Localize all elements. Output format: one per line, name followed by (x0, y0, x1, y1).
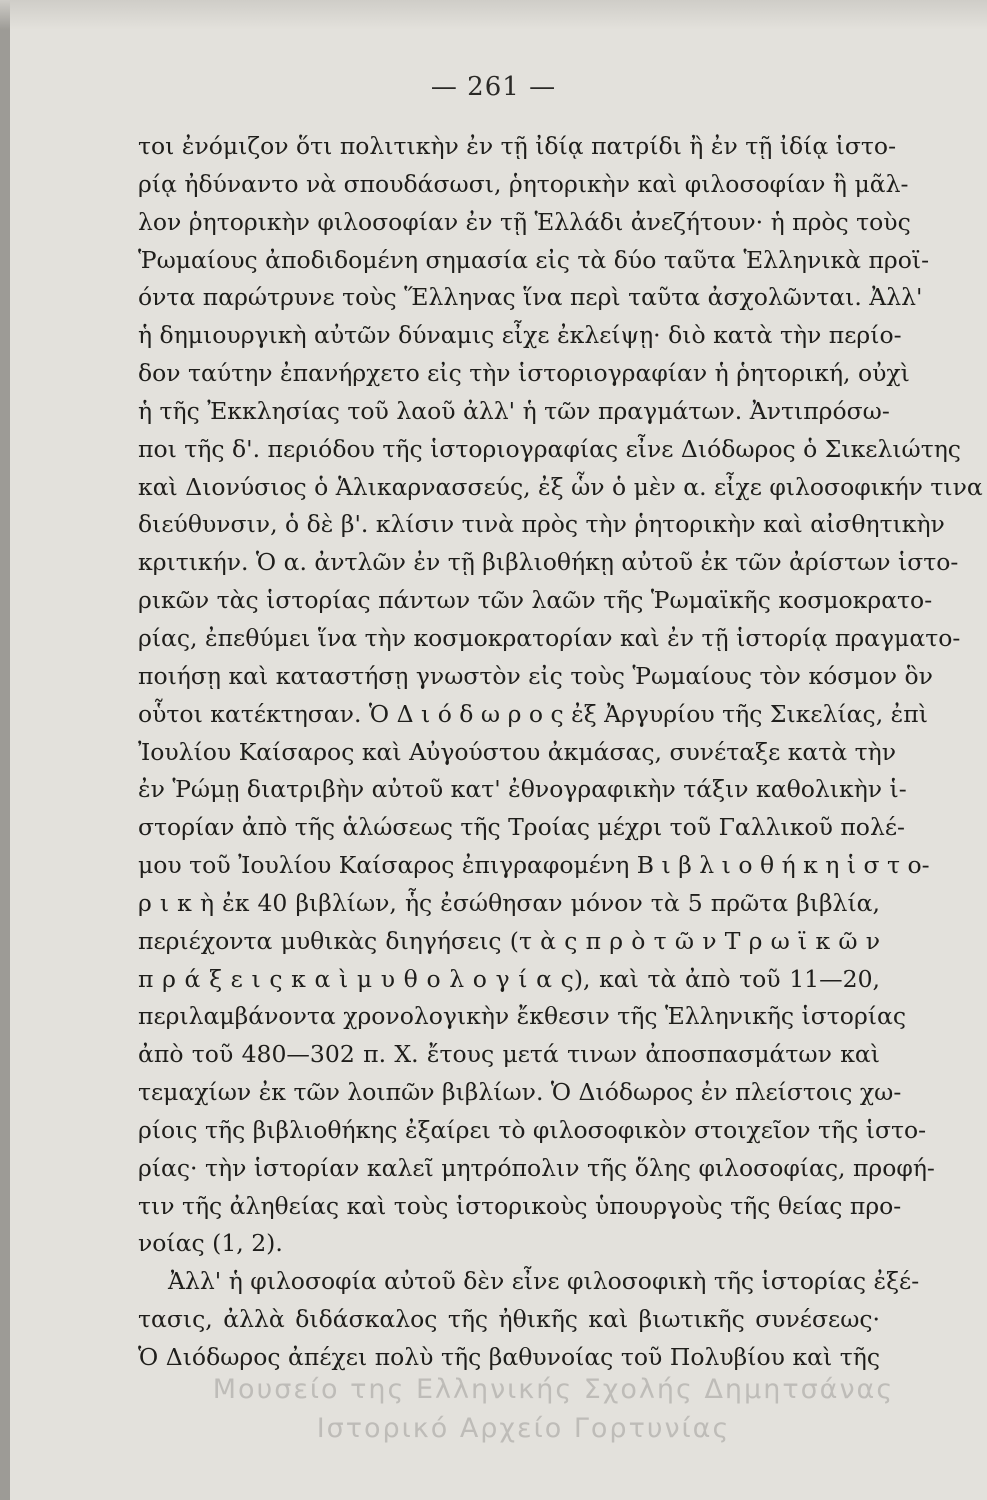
text-line: ἡ δημιουργικὴ αὐτῶν δύναμις εἶχε ἐκλείψῃ· διὸ κατὰ τὴν περίο- (138, 321, 902, 350)
text-line: περιλαμβάνοντα χρονολογικὴν ἔκθεσιν τῆς Ἑλληνικῆς ἱστορίας (138, 1002, 907, 1031)
text-line: ρ ι κ ὴ ἐκ 40 βιβλίων, ἧς ἐσώθησαν μόνον τὰ 5 πρῶτα βιβλία, (138, 888, 880, 917)
text-line: στορίαν ἀπὸ τῆς ἁλώσεως τῆς Τροίας μέχρι τοῦ Γαλλικοῦ πολέ- (138, 813, 905, 842)
text-line: Ἰουλίου Καίσαρος καὶ Αὐγούστου ἀκμάσας, συνέταξε κατὰ τὴν (138, 737, 896, 766)
text-line: τοι ἐνόμιζον ὅτι πολιτικὴν ἐν τῇ ἰδίᾳ πατρίδι ἢ ἐν τῇ ἰδίᾳ ἱστο- (138, 132, 897, 160)
text-line: ποι τῆς δ'. περιόδου τῆς ἱστοριογραφίας εἶνε Διόδωρος ὁ Σικελιώτης (138, 434, 961, 463)
text-line: οὗτοι κατέκτησαν. Ὁ Δ ι ό δ ω ρ ο ς ἐξ Ἀργυρίου τῆς Σικελίας, ἐπὶ (138, 699, 928, 728)
text-line: τασις, ἀλλὰ διδάσκαλος τῆς ἠθικῆς καὶ βιωτικῆς συνέσεως· (138, 1305, 880, 1334)
watermark-line-1: Μουσείο της Ελληνικής Σχολής Δημητσάνας (212, 1374, 895, 1405)
text-line: ρικῶν τὰς ἱστορίας πάντων τῶν λαῶν τῆς Ῥωμαϊκῆς κοσμοκρατο- (138, 586, 933, 615)
text-line: ρίας· τὴν ἱστορίαν καλεῖ μητρόπολιν τῆς ὅλης φιλοσοφίας, προφή- (138, 1153, 935, 1182)
text-line: καὶ Διονύσιος ὁ Ἁλικαρνασσεύς, ἐξ ὧν ὁ μὲν α. εἶχε φιλοσοφικήν τινα (138, 472, 983, 501)
text-line: όντα παρώτρυνε τοὺς Ἕλληνας ἵνα περὶ ταῦτα ἀσχολῶνται. Ἀλλ' (138, 283, 923, 312)
body-text (138, 128, 983, 1377)
text-line: ρίᾳ ἠδύναντο νὰ σπουδάσωσι, ῥητορικὴν καὶ φιλοσοφίαν ἢ μᾶλ- (138, 169, 909, 198)
watermark-line-2: Ιστορικό Αρχείο Γορτυνίας (316, 1413, 731, 1444)
text-line: ἡ τῆς Ἐκκλησίας τοῦ λαοῦ ἀλλ' ἡ τῶν πραγμάτων. Ἀντιπρόσω- (138, 396, 890, 425)
text-line: ἀπὸ τοῦ 480—302 π. Χ. ἔτους μετά τινων ἀποσπασμάτων καὶ (138, 1040, 880, 1069)
text-line: Ὁ Διόδωρος ἀπέχει πολὺ τῆς βαθυνοίας τοῦ Πολυβίου καὶ τῆς (138, 1343, 880, 1371)
page-edge-shadow (0, 0, 10, 1500)
text-line: μου τοῦ Ἰουλίου Καίσαρος ἐπιγραφομένη Β ι β λ ι ο θ ή κ η ἱ σ τ ο- (138, 851, 930, 880)
text-line: περιέχοντα μυθικὰς διηγήσεις (τ ὰ ς π ρ ὸ τ ῶ ν Τ ρ ω ϊ κ ῶ ν (138, 926, 880, 955)
paragraph-start-line: Ἀλλ' ἡ φιλοσοφία αὐτοῦ δὲν εἶνε φιλοσοφικὴ τῆς ἱστορίας ἐξέ- (168, 1267, 920, 1296)
text-line: λον ῥητορικὴν φιλοσοφίαν ἐν τῇ Ἑλλάδι ἀνεζήτουν· ἡ πρὸς τοὺς (138, 207, 911, 236)
text-line: κριτικήν. Ὁ α. ἀντλῶν ἐν τῇ βιβλιοθήκῃ αὐτοῦ ἐκ τῶν ἀρίστων ἱστο- (138, 548, 959, 577)
text-line: ποιήσῃ καὶ καταστήσῃ γνωστὸν εἰς τοὺς Ῥωμαίους τὸν κόσμον ὃν (138, 661, 933, 690)
top-shadow (0, 0, 987, 30)
text-line: ρίοις τῆς βιβλιοθήκης ἐξαίρει τὸ φιλοσοφικὸν στοιχεῖον τῆς ἱστο- (138, 1115, 927, 1144)
text-line: τιν τῆς ἀληθείας καὶ τοὺς ἱστορικοὺς ὑπουργοὺς τῆς θείας προ- (138, 1191, 902, 1220)
page-number: — 261 — (430, 72, 557, 102)
text-line: δον ταύτην ἐπανήρχετο εἰς τὴν ἱστοριογραφίαν ἡ ῥητορική, οὐχὶ (138, 359, 910, 388)
text-line: τεμαχίων ἐκ τῶν λοιπῶν βιβλίων. Ὁ Διόδωρος ἐν πλείστοις χω- (138, 1078, 902, 1107)
text-line: διεύθυνσιν, ὁ δὲ β'. κλίσιν τινὰ πρὸς τὴν ῥητορικὴν καὶ αἰσθητικὴν (138, 510, 945, 539)
text-line: νοίας (1, 2). (138, 1229, 283, 1258)
text-line: ρίας, ἐπεθύμει ἵνα τὴν κοσμοκρατορίαν καὶ ἐν τῇ ἱστορίᾳ πραγματο- (138, 623, 961, 652)
text-line: ἐν Ῥώμῃ διατριβὴν αὐτοῦ κατ' ἐθνογραφικὴν τάξιν καθολικὴν ἱ- (138, 775, 907, 804)
text-line: Ῥωμαίους ἀποδιδομένη σημασία εἰς τὰ δύο ταῦτα Ἑλληνικὰ προϊ- (138, 245, 930, 274)
text-line: π ρ ά ξ ε ι ς κ α ὶ μ υ θ ο λ ο γ ί α ς), καὶ τὰ ἀπὸ τοῦ 11—20, (138, 964, 880, 993)
